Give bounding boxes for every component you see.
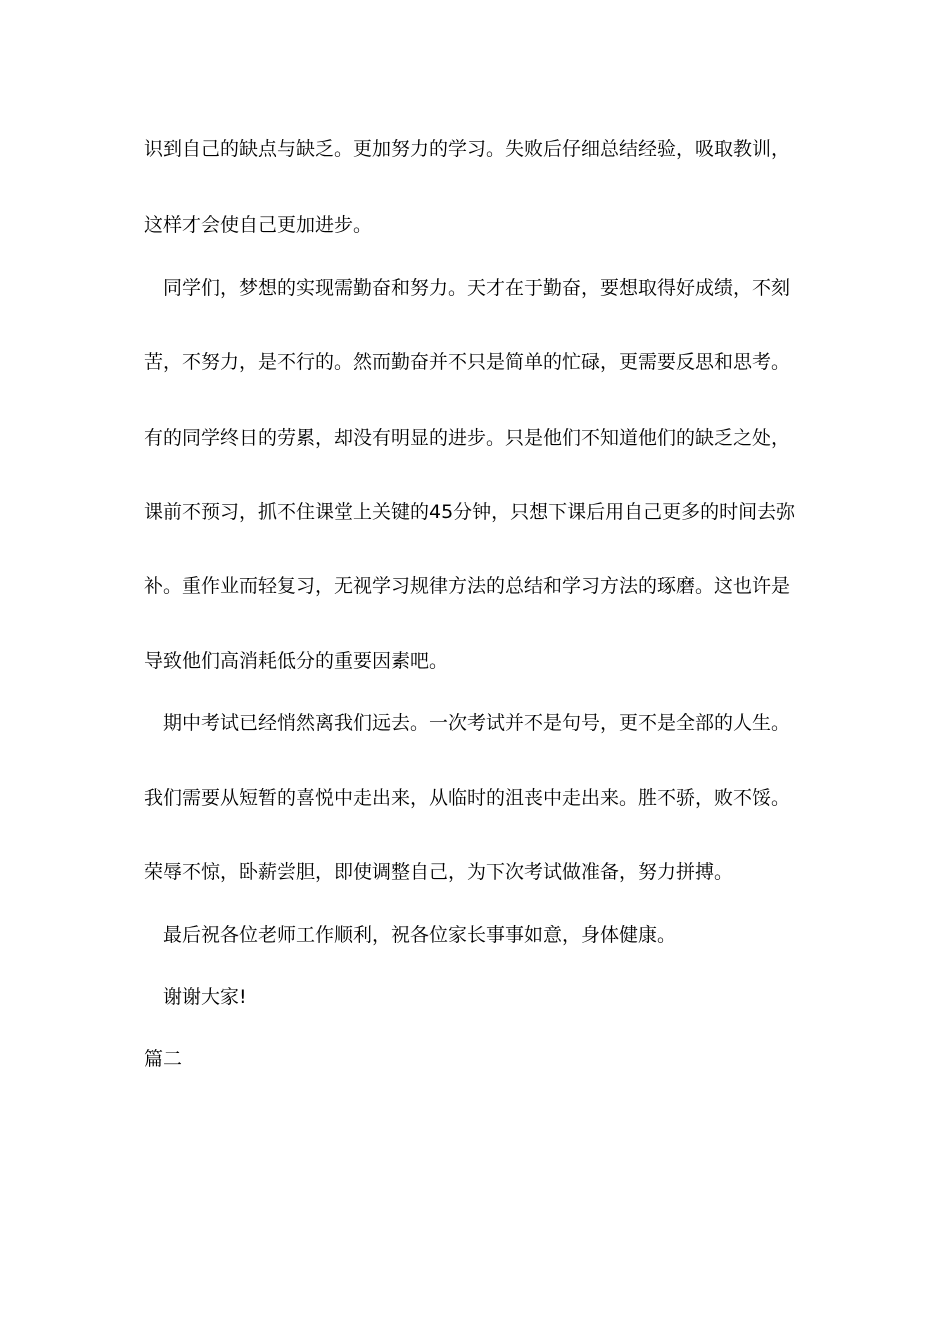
text-line: 荣辱不惊，卧薪尝胆，即使调整自己，为下次考试做准备，努力拼搏。 xyxy=(144,861,734,883)
paragraph-start-line: 同学们，梦想的实现需勤奋和努力。天才在于勤奋，要想取得好成绩，不刻 xyxy=(163,277,791,299)
thanks-line: 谢谢大家! xyxy=(163,986,247,1008)
text-line: 补。重作业而轻复习，无视学习规律方法的总结和学习方法的琢磨。这也许是 xyxy=(144,575,791,597)
text-line: 课前不预习，抓不住课堂上关键的45分钟，只想下课后用自己更多的时间去弥 xyxy=(144,501,796,523)
text-line: 导致他们高消耗低分的重要因素吧。 xyxy=(144,650,449,672)
text-line: 我们需要从短暂的喜悦中走出来，从临时的沮丧中走出来。胜不骄，败不馁。 xyxy=(144,787,791,809)
text-line: 苦，不努力，是不行的。然而勤奋并不只是简单的忙碌，更需要反思和思考。 xyxy=(144,351,791,373)
closing-wishes-line: 最后祝各位老师工作顺利，祝各位家长事事如意，身体健康。 xyxy=(163,924,677,946)
text-line: 有的同学终日的劳累，却没有明显的进步。只是他们不知道他们的缺乏之处， xyxy=(144,427,791,449)
text-line: 这样才会使自己更加进步。 xyxy=(144,214,373,236)
section-heading: 篇二 xyxy=(144,1048,183,1070)
text-line: 识到自己的缺点与缺乏。更加努力的学习。失败后仔细总结经验，吸取教训， xyxy=(144,138,791,160)
paragraph-start-line: 期中考试已经悄然离我们远去。一次考试并不是句号，更不是全部的人生。 xyxy=(163,712,791,734)
